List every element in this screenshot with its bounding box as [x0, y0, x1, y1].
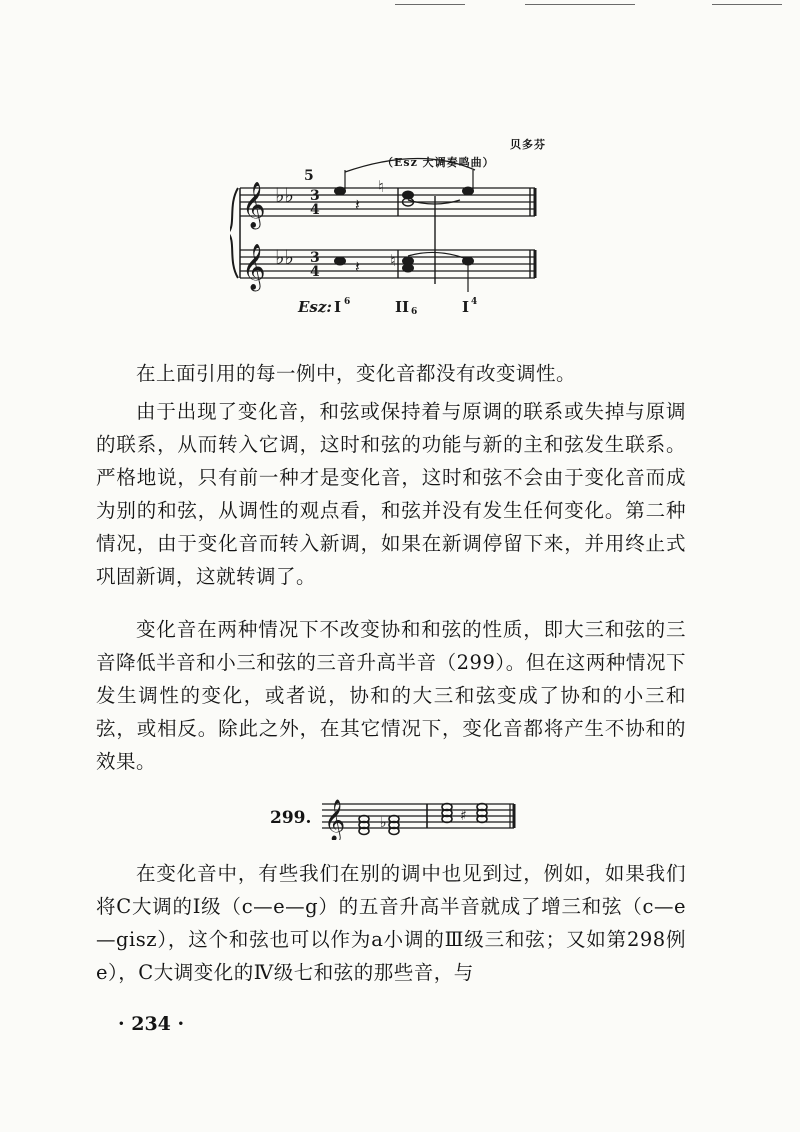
degree-label: I [462, 298, 470, 316]
paragraph-text: 变化音在两种情况下不改变协和和弦的性质，即大三和弦的三音降低半音和小三和弦的三音升高半音（299）。但在这两种情况下发生调性的变化，或者说，协和的大三和弦变成了协和的小三和弦，或相反。除此之外，在其它情况下，变化音都将产生不协和的效果。 [96, 618, 686, 773]
svg-text:𝄽: 𝄽 [355, 257, 360, 276]
piece-subtitle: （Esz 大调奏鸣曲） [382, 156, 495, 169]
time-signature: 3 [310, 188, 320, 204]
example-number: 299. [270, 808, 312, 828]
treble-clef-icon: 𝄞 [324, 800, 346, 840]
music-example-299 [322, 790, 522, 840]
scan-artifact-line [395, 4, 465, 5]
key-label: Esz: [298, 298, 332, 316]
degree-label: II [395, 298, 410, 316]
time-signature: 4 [310, 202, 320, 218]
svg-text:♯: ♯ [460, 808, 467, 824]
notes [335, 158, 476, 292]
grand-staff [230, 130, 560, 330]
scan-artifact-line [712, 4, 782, 5]
music-example-beethoven [230, 130, 560, 330]
key-signature-flats: ♭♭ [275, 245, 294, 269]
svg-text:𝄽: 𝄽 [355, 195, 360, 214]
treble-clef-icon: 𝄞 [242, 182, 266, 228]
time-signature: 4 [310, 264, 320, 280]
time-signature: 3 [310, 250, 320, 266]
svg-text:♮: ♮ [390, 251, 396, 270]
paragraph-text: 在变化音中，有些我们在别的调中也见到过，例如，如果我们将C大调的Ⅰ级（c—e—g）的五音升高半音就成了增三和弦（c—e—gisz），这个和弦也可以作为a小调的Ⅲ级三和弦；又如第298例e），C大调变化的Ⅳ级七和弦的那些音，与 [96, 862, 686, 984]
paragraph [96, 857, 686, 989]
degree-mark: 6 [411, 307, 418, 317]
key-signature-flats: ♭♭ [275, 183, 294, 207]
treble-clef-icon: 𝄞 [242, 244, 266, 290]
paragraph-text: 由于出现了变化音，和弦或保持着与原调的联系或失掉与原调的联系，从而转入它调，这时和弦的功能与新的主和弦发生联系。严格地说，只有前一种才是变化音，这时和弦不会由于变化音而成为别的和弦，从调性的观点看，和弦并没有发生任何变化。第二种情况，由于变化音而转入新调，如果在新调停留下来，并用终止式巩固新调，这就转调了。 [96, 400, 686, 588]
paragraph [96, 395, 686, 593]
paragraph-text: 在上面引用的每一例中，变化音都没有改变调性。 [136, 362, 577, 385]
svg-text:♮: ♮ [378, 177, 384, 196]
brace [230, 188, 238, 278]
paragraph [96, 613, 686, 778]
paragraph [96, 357, 686, 390]
page-number: · 234 · [118, 1013, 185, 1035]
example-299-staff [322, 790, 522, 840]
degree-mark: 6 [344, 297, 351, 307]
degree-mark: 4 [471, 297, 478, 307]
svg-text:♭: ♭ [380, 815, 387, 831]
scan-artifact-line [525, 4, 635, 5]
degree-label: I [334, 298, 342, 316]
fingering-number: 5 [304, 168, 314, 184]
composer-name: 贝多芬 [510, 138, 546, 151]
chords [359, 804, 487, 835]
